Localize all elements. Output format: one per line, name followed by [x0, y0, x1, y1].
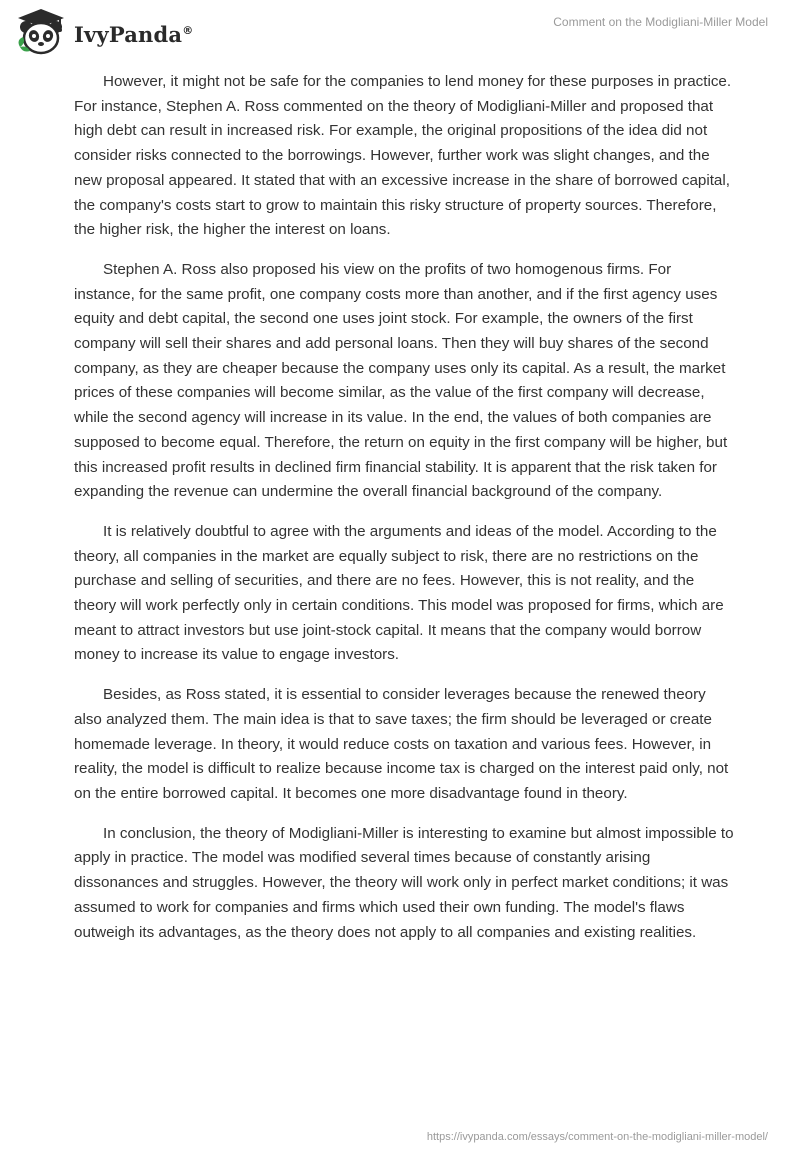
paragraph-3: It is relatively doubtful to agree with the arguments and ideas of the model. According to the theory, all companies in the market are equally subject to risk, there are no restrictions on the purchase and selling of securities, and there are no fees. However, this is not reality, and the theory will work perfectly only in certain conditions. This model was proposed for firms, which are meant to attract investors but use joint-stock capital. It means that the company would borrow money to increase its value to engage investors.	[74, 522, 724, 664]
ivypanda-logo[interactable]	[14, 7, 193, 57]
paragraph-5: In conclusion, the theory of Modigliani-Miller is interesting to examine but almost impossible to apply in practice. The model was modified several times because of constantly arising dissonances and struggles. However, the theory will work only in perfect market conditions; it was assumed to work for companies and firms which used their own funding. The model's flaws outweigh its advantages, as the theory does not apply to all companies and existing realities.	[74, 824, 734, 941]
registered-mark: ®	[182, 23, 194, 37]
panda-graduation-cap-icon	[14, 7, 68, 57]
essay-body	[74, 70, 734, 960]
paragraph-2: Stephen A. Ross also proposed his view on the profits of two homogenous firms. For instance, for the same profit, one company costs more than another, and if the first agency uses equity and debt capital, the second one uses joint stock. For example, the owners of the first company will sell their shares and add personal loans. Then they will buy shares of the second company, as they are cheaper because the company uses only its capital. As a result, the market prices of these companies will become similar, as the value of the first company will decrease, while the second agency will increase in its value. In the end, the values of both companies are supposed to become equal. Therefore, the return on equity in the first company will be higher, but this increased profit results in declined firm financial stability. It is apparent that the risk taken for expanding the revenue can undermine the overall financial background of the company.	[74, 260, 728, 501]
source-url-link[interactable]: https://ivypanda.com/essays/comment-on-the-modigliani-miller-model/	[426, 1131, 768, 1143]
paragraph-1: However, it might not be safe for the companies to lend money for these purposes in practice. For instance, Stephen A. Ross commented on the theory of Modigliani-Miller and proposed that high debt can result in increased risk. For example, the original propositions of the idea did not consider risks connected to the borrowings. However, further work was slight changes, and the new proposal appeared. It stated that with an excessive increase in the share of borrowed capital, the company's costs start to grow to maintain this risky structure of property sources. Therefore, the higher risk, the higher the interest on loans.	[74, 73, 732, 239]
paragraph-4: Besides, as Ross stated, it is essential to consider leverages because the renewed theory also analyzed them. The main idea is that to save taxes; the firm should be leveraged or create homemade leverage. In theory, it would reduce costs on taxation and various fees. However, in reality, the model is difficult to realize because income tax is charged on the interest paid only, not on the entire borrowed capital. It becomes one more disadvantage found in theory.	[74, 686, 729, 802]
brand-name: IvyPanda®	[74, 21, 194, 47]
document-title: Comment on the Modigliani-Miller Model	[553, 15, 768, 29]
page-header	[0, 0, 800, 70]
